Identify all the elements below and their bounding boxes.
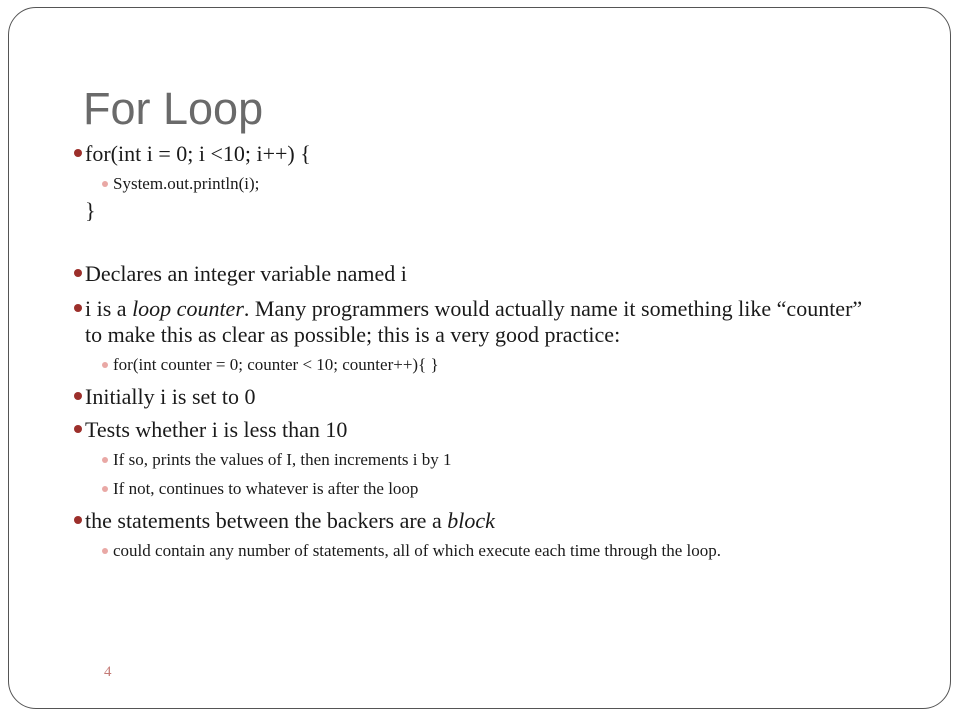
sub-bullet-counter-example (74, 355, 864, 375)
bullet-code-open (74, 141, 864, 167)
sub-bullet-block-detail (74, 541, 864, 561)
bullet-loop-counter (74, 296, 864, 348)
code-open-text: for(int i = 0; i <10; i++) { (85, 141, 311, 166)
code-body-text: System.out.println(i); (113, 174, 260, 193)
bullet-dot-icon (74, 392, 82, 400)
initially-text: Initially i is set to 0 (85, 384, 256, 409)
block-emphasis: block (447, 508, 495, 533)
bullet-dot-icon (74, 425, 82, 433)
sub-bullet-if-so (74, 450, 864, 470)
page-number: 4 (104, 664, 112, 680)
block-detail-text: could contain any number of statements, all of which execute each time through the loop. (113, 541, 722, 560)
loop-counter-text-post: . Many programmers would actually name it something like “counter” to make this as clear as possible; this is a very good practice: (85, 296, 863, 347)
sub-bullet-dot-icon (102, 548, 108, 554)
sub-bullet-dot-icon (102, 457, 108, 463)
code-close-text: } (85, 198, 96, 223)
sub-bullet-if-not (74, 479, 864, 499)
if-not-text: If not, continues to whatever is after the loop (113, 479, 419, 498)
sub-bullet-dot-icon (102, 486, 108, 492)
sub-bullet-dot-icon (102, 362, 108, 368)
bullet-initially (74, 384, 864, 410)
declares-text: Declares an integer variable named i (85, 261, 407, 286)
loop-counter-text-pre: i is a (85, 296, 133, 321)
bullet-declares (74, 261, 864, 287)
slide-body (74, 141, 864, 570)
loop-counter-emphasis: loop counter (132, 296, 244, 321)
bullet-tests (74, 417, 864, 443)
block-text-pre: the statements between the backers are a (85, 508, 448, 533)
counter-example-text: for(int counter = 0; counter < 10; counter++){ } (113, 355, 439, 374)
bullet-dot-icon (74, 149, 82, 157)
sub-bullet-dot-icon (102, 181, 108, 187)
code-close-line (74, 198, 864, 224)
slide-title: For Loop (83, 83, 264, 134)
bullet-dot-icon (74, 516, 82, 524)
bullet-dot-icon (74, 304, 82, 312)
if-so-text: If so, prints the values of I, then increments i by 1 (113, 450, 452, 469)
sub-bullet-code-body (74, 174, 864, 194)
tests-text: Tests whether i is less than 10 (85, 417, 348, 442)
bullet-block (74, 508, 864, 534)
bullet-dot-icon (74, 269, 82, 277)
